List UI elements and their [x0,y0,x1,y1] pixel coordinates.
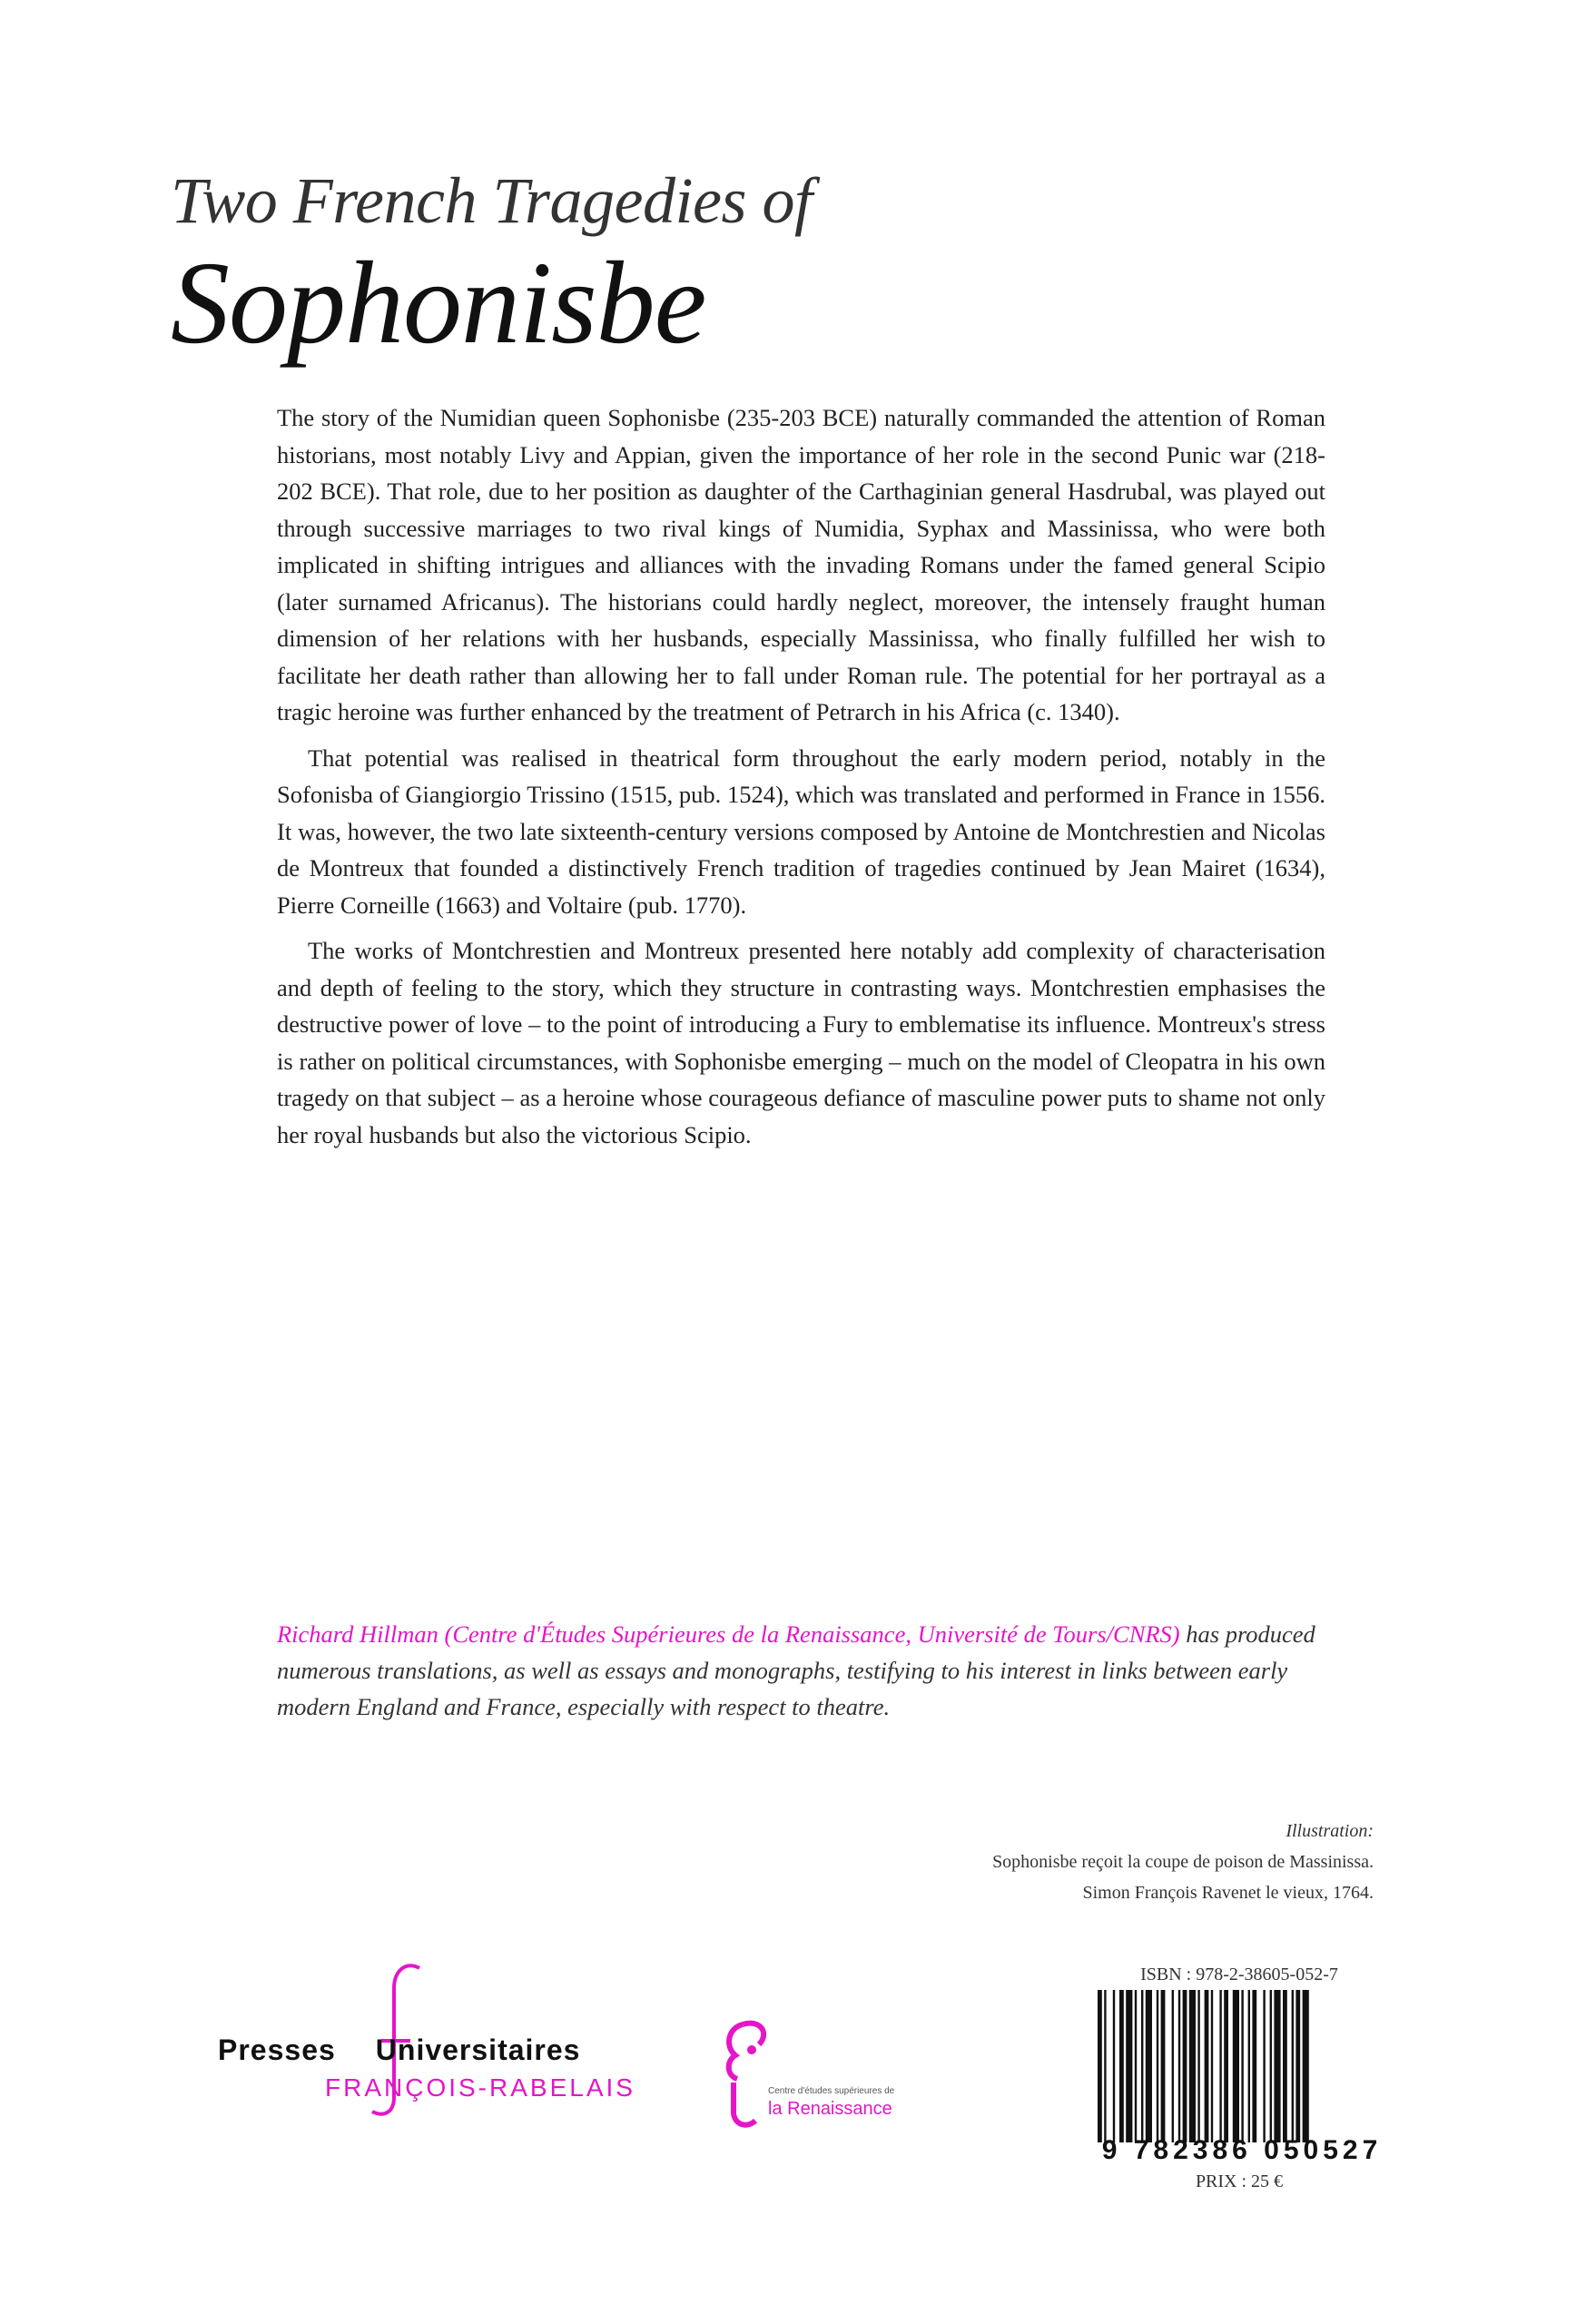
author-name: Richard Hillman (Centre d'Études Supérieures de la Renaissance, Université de Tours/CNRS) [277,1620,1180,1648]
illustration-credit [756,1816,1374,1908]
blurb-paragraph-3: The works of Montchrestien and Montreux presented here notably add complexity of characterisation and depth of feeling to the story, which they structure in contrasting ways. Montchrestien emphasises the destructive power of love – to the point of introducing a Fury to emblematise its influence. Montreux's stress is rather on political circumstances, with Sophonisbe emerging – much on the model of Cleopatra in his own tragedy on that subject – as a heroine whose courageous defiance of masculine power puts to shame not only her royal husbands but also the victorious Scipio. [277,937,1325,1148]
illustration-line-1: Sophonisbe reçoit la coupe de poison de Massinissa. [992,1852,1374,1872]
barcode-bar [1233,1990,1239,2142]
barcode-bar [1113,1990,1115,2142]
publisher-word-presses: Presses [218,2034,336,2066]
publisher-line-2: FRANÇOIS-RABELAIS [325,2073,635,2102]
price-label: PRIX : 25 € [1195,2171,1284,2191]
barcode-bar [1197,1990,1199,2142]
barcode-bar [1183,1990,1187,2142]
cesr-logo [715,2006,897,2133]
cesr-line-1: Centre d'études supérieures de [768,2086,895,2096]
barcode-bar [1252,1990,1256,2142]
barcode-bar [1141,1990,1143,2142]
barcode-bar [1126,1990,1132,2142]
barcode-digits: 9 782386 050527 [1101,2135,1383,2165]
barcode-bar [1172,1990,1174,2142]
barcode-bar [1135,1990,1137,2142]
barcode-bar [1292,1990,1294,2142]
isbn-label: ISBN : 978-2-38605-052-7 [1140,1965,1338,1984]
barcode-bar [1098,1990,1102,2142]
publisher-word-universitaires: Universitaires [375,2034,581,2066]
book-subtitle: Two French Tragedies of [171,164,813,237]
barcode-bar [1241,1990,1243,2142]
barcode-bar [1274,1990,1280,2142]
author-bio: has produced numerous translations, as well as essays and monographs, testifying to his interest in links between early modern England and France, especially with respect to theatre. [277,1620,1315,1720]
publisher-logo [218,1961,654,2115]
barcode-bar [1178,1990,1180,2142]
barcode [1094,1990,1384,2142]
barcode-bar [1283,1990,1287,2142]
publisher-line-1 [218,2034,580,2067]
barcode-bar [1270,1990,1272,2142]
illustration-line-2: Simon François Ravenet le vieux, 1764. [1082,1883,1374,1903]
barcode-bar [1189,1990,1196,2142]
author-block [277,1616,1325,1725]
cesr-line-2: la Renaissance [768,2099,892,2119]
illustration-heading: Illustration: [1286,1821,1374,1841]
blurb-text [277,399,1325,1162]
barcode-bar [1211,1990,1213,2142]
barcode-bar [1104,1990,1106,2142]
barcode-bar [1296,1990,1300,2142]
blurb-paragraph-2: That potential was realised in theatrical form throughout the early modern period, notably in the Sofonisba of Giangiorgio Trissino (1515, pub. 1524), which was translated and performed in France in 1556. It was, however, the two late sixteenth-century versions composed by Antoine de Montchrestien and Nicolas de Montreux that founded a distinctively French tradition of tragedies continued by Jean Mairet (1634), Pierre Corneille (1663) and Voltaire (pub. 1770). [277,743,1325,919]
barcode-bar [1161,1990,1166,2142]
title-block [171,162,1442,367]
blurb-paragraph-1: The story of the Numidian queen Sophonisbe (235-203 BCE) naturally commanded the attention of Roman historians, most notably Livy and Appian, given the importance of her role in the second Punic war (218-202 BCE). That role, due to her position as daughter of the Carthaginian general Hasdrubal, was played out through successive marriages to two rival kings of Numidia, Syphax and Massinissa, who were both implicated in shifting intrigues and alliances with the invading Romans under the famed general Scipio (later surnamed Africanus). The historians could hardly neglect, moreover, the intensely fraught human dimension of her relations with her husbands, especially Massinissa, who finally fulfilled her wish to facilitate her death rather than allowing her to fall under Roman rule. The potential for her portrayal as a tragic heroine was further enhanced by the treatment of Petrarch in his Africa (c. 1340). [277,404,1325,725]
barcode-bar [1224,1990,1228,2142]
barcode-bar [1263,1990,1265,2142]
barcode-bar [1146,1990,1152,2142]
barcode-bar [1303,1990,1309,2142]
barcode-bar [1205,1990,1209,2142]
barcode-bar [1119,1990,1124,2142]
barcode-bar [1219,1990,1221,2142]
book-title: Sophonisbe [171,238,706,369]
barcode-bar [1157,1990,1158,2142]
barcode-bar [1248,1990,1250,2142]
